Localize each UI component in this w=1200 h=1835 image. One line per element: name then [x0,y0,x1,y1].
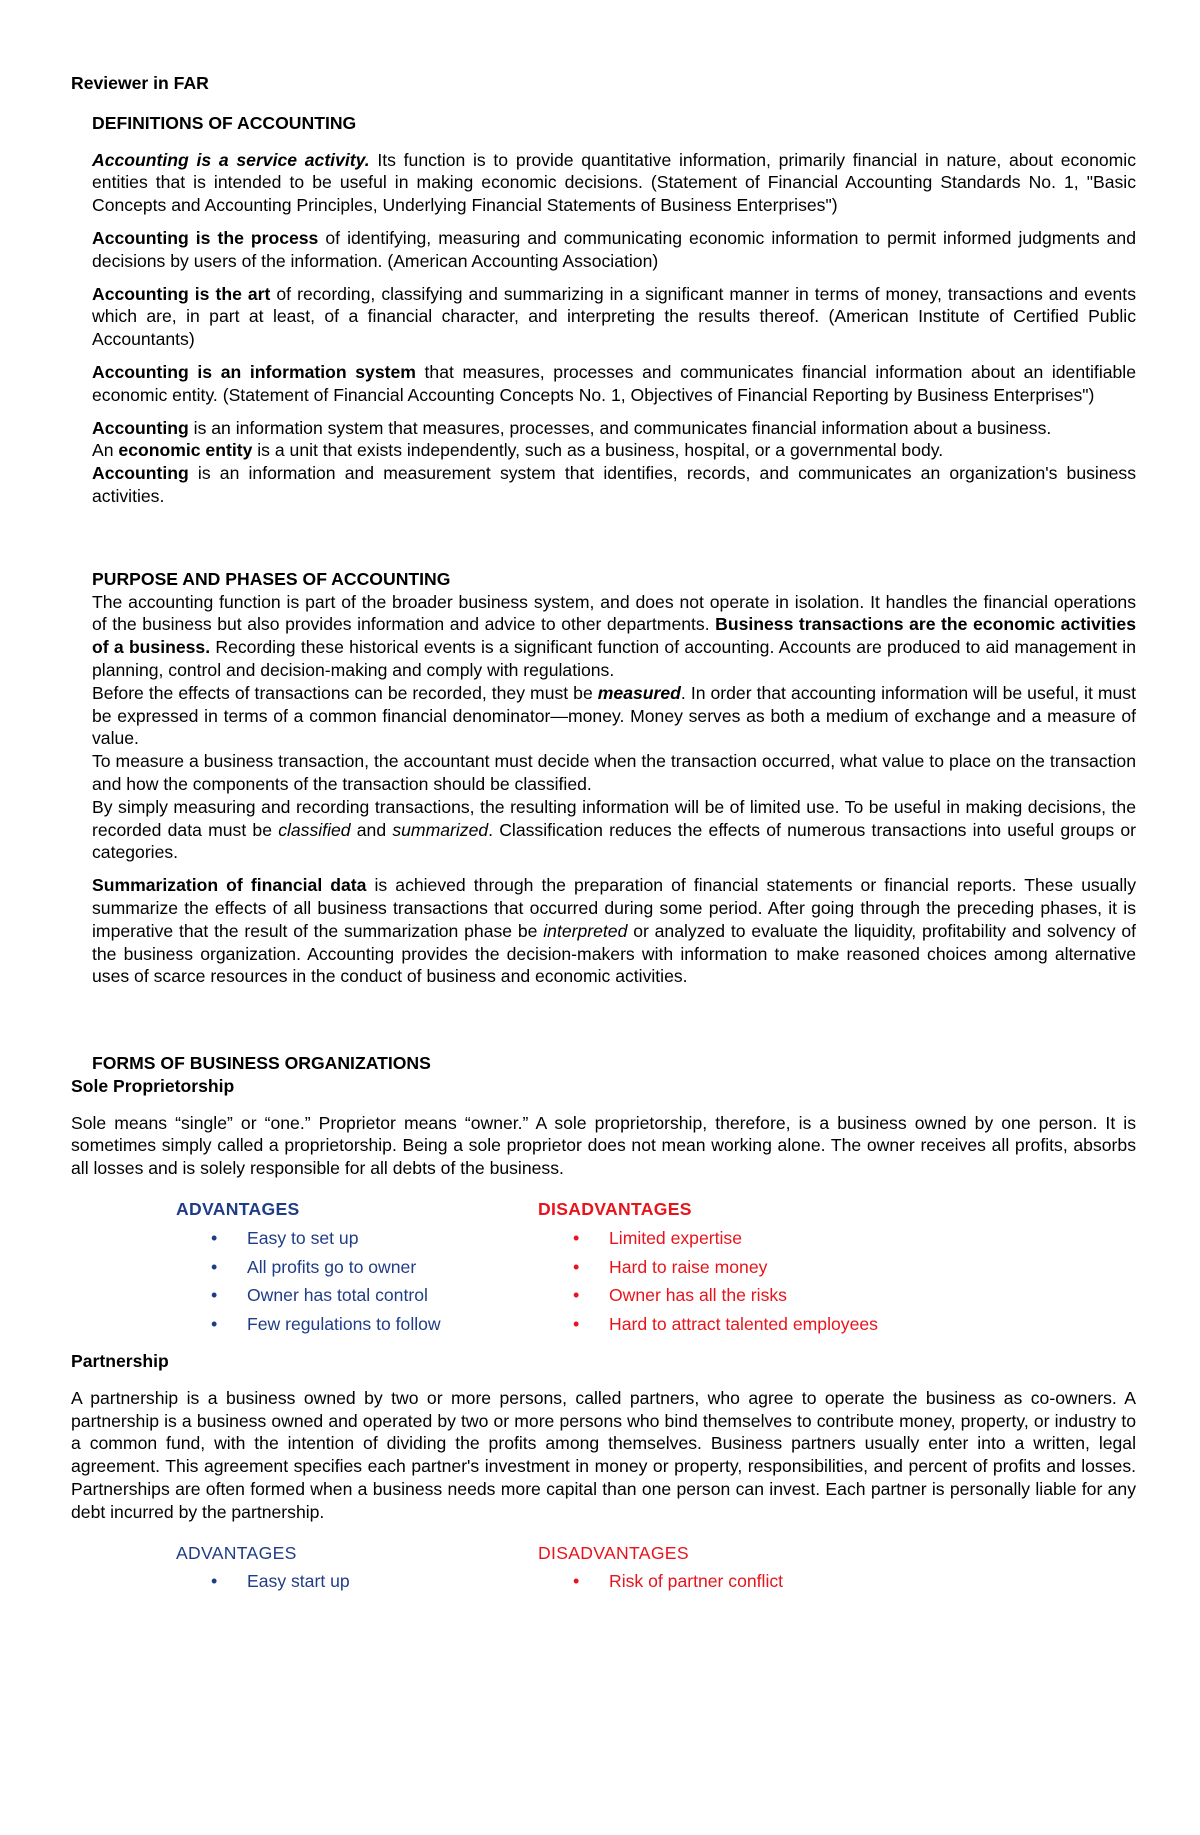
paragraph-emphasis: measured [597,682,681,703]
sole-proprietorship-lists [176,1198,1136,1342]
bullet-icon: • [211,1256,218,1277]
bullet-icon: • [211,1285,218,1306]
definition-paragraph-art [92,283,1136,351]
advantages-column [176,1198,538,1342]
paragraph-text: By simply measuring and recording transactions, the resulting information will be of limited use. To be useful in making decisions, the recorded data must be [92,796,1136,840]
definitions-section [71,112,1136,508]
definition-text: is an information system that measures, processes, and communicates financial information about a business. [188,417,1052,438]
sole-proprietorship-text: Sole means “single” or “one.” Proprietor means “owner.” A sole proprietorship, therefore, is a business owned by one person. It is sometimes simply called a proprietorship. Being a sole proprietor does not mean working alone. The owner receives all profits, absorbs all losses and is solely responsible for all debts of the business. [71,1112,1136,1179]
paragraph-emphasis: Summarization of financial data [92,875,367,896]
disadvantages-label: DISADVANTAGES [538,1542,689,1563]
list-item [538,1570,900,1599]
advantages-list [176,1227,538,1342]
definition-paragraph-information-system [92,361,1136,407]
forms-section [71,1052,1136,1599]
bullet-icon: • [211,1571,218,1592]
list-item-text: Few regulations to follow [247,1314,441,1335]
paragraph-text: The accounting function is part of the broader business system, and does not operate in isolation. It handles the financial operations of the business but also provides information and advice to other departments. [92,591,1136,635]
disadvantages-list [538,1570,900,1599]
forms-heading: FORMS OF BUSINESS ORGANIZATIONS [92,1053,431,1074]
purpose-paragraph-measured [92,682,1136,750]
list-item-text: Risk of partner conflict [609,1571,784,1592]
disadvantages-label: DISADVANTAGES [538,1199,692,1220]
list-item [176,1313,538,1342]
bullet-icon: • [573,1314,580,1335]
definition-paragraph-measurement-system [92,462,1136,508]
definition-lead: Accounting [92,463,189,484]
list-item-text: Limited expertise [609,1227,742,1248]
definition-paragraph-economic-entity [92,439,1136,462]
list-item [538,1313,900,1342]
disadvantages-column [538,1542,900,1600]
list-item-text: All profits go to owner [247,1256,417,1277]
document-title: Reviewer in FAR [71,73,209,93]
list-item [176,1227,538,1256]
purpose-paragraph-classification [92,796,1136,864]
disadvantages-list [538,1227,900,1342]
definition-paragraph-process [92,227,1136,273]
bullet-icon: • [573,1227,580,1248]
list-item-text: Owner has total control [247,1285,428,1306]
definition-text: Its function is to provide quantitative information, primarily financial in nature, about economic entities that is intended to be useful in making economic decisions. (Statement of Financial Accounting Standards No. 1, "Basic Concepts and Accounting Principles, Underlying Financial Statements of Business Enterprises") [92,149,1137,216]
partnership-lists [176,1542,1136,1600]
partnership-title: Partnership [71,1351,169,1372]
paragraph-text: or analyzed to evaluate the liquidity, profitability and solvency of the business organization. Accounting provides the decision-makers with information to make reasoned choices among alternative uses of scarce resources in the conduct of business and economic activities. [92,920,1136,987]
definition-lead: economic entity [118,440,253,461]
paragraph-emphasis: classified [278,819,351,840]
list-item-text: Easy start up [247,1571,350,1592]
list-item [176,1570,538,1599]
advantages-list [176,1570,538,1599]
bullet-icon: • [211,1227,218,1248]
purpose-heading: PURPOSE AND PHASES OF ACCOUNTING [92,568,451,589]
definition-text: is an information and measurement system that identifies, records, and communicates an organization's business activities. [92,463,1136,506]
definition-text: of recording, classifying and summarizing in a significant manner in terms of money, transactions and events which are, in part at least, of a financial character, and interpreting the results thereof. (American Institute of Certified Public Accountants) [92,283,1136,350]
purpose-paragraph-summarization [92,874,1136,988]
definition-lead: Accounting is an information system [92,361,416,382]
bullet-icon: • [573,1571,580,1592]
paragraph-text: Recording these historical events is a significant function of accounting. Accounts are produced to aid management in planning, control and decision-making and comply with regulations. [92,637,1137,680]
advantages-column [176,1542,538,1600]
disadvantages-column [538,1198,900,1342]
paragraph-text: is achieved through the preparation of financial statements or financial reports. These usually summarize the effects of all business transactions that occurred during some period. After going through the preceding phases, it is imperative that the result of the summarization phase be [92,875,1136,941]
list-item [176,1284,538,1313]
paragraph-text: . Classification reduces the effects of numerous transactions into useful groups or categories. [92,819,1136,863]
list-item [538,1284,900,1313]
purpose-paragraph-function [92,591,1136,682]
purpose-section [71,568,1136,988]
paragraph-text: Before the effects of transactions can be recorded, they must be [92,682,598,703]
definitions-heading: DEFINITIONS OF ACCOUNTING [92,112,357,133]
advantages-label: ADVANTAGES [176,1542,297,1563]
definition-lead: Accounting [92,417,189,438]
definition-paragraph-accounting [92,417,1136,440]
definition-text: of identifying, measuring and communicating economic information to permit informed judgments and decisions by users of the information. (American Accounting Association) [92,227,1137,271]
list-item-text: Owner has all the risks [609,1285,787,1306]
definition-text: is a unit that exists independently, such as a business, hospital, or a governmental body. [252,440,944,461]
definition-lead: Accounting is the process [92,227,319,248]
partnership-text: A partnership is a business owned by two or more persons, called partners, who agree to operate the business as co-owners. A partnership is a business owned and operated by two or more persons who bind themselves to contribute money, property, or industry to a common fund, with the intention of dividing the profits among themselves. Business partners usually enter into a written, legal agreement. This agreement specifies each partner's investment in money or property, responsibilities, and percent of profits and losses. Partnerships are often formed when a business needs more capital than one person can invest. Each partner is personally liable for any debt incurred by the partnership. [71,1387,1136,1522]
definition-lead: Accounting is the art [92,283,271,304]
list-item-text: Hard to raise money [609,1256,768,1277]
definition-lead: Accounting is a service activity. [92,149,370,170]
paragraph-emphasis: Business transactions are the economic activities of a business. [92,614,1136,658]
paragraph-text: . In order that accounting information will be useful, it must be expressed in terms of a common financial denominator—money. Money serves as both a medium of exchange and a measure of value. [92,682,1136,749]
definition-prefix: An [92,440,119,461]
sole-proprietorship-title: Sole Proprietorship [71,1075,235,1096]
definition-paragraph-service [92,149,1136,217]
list-item-text: Hard to attract talented employees [609,1314,878,1335]
paragraph-emphasis: interpreted [543,920,628,941]
definition-text: that measures, processes and communicates financial information about an identifiable economic entity. (Statement of Financial Accounting Concepts No. 1, Objectives of Financial Reporting by Business Enterprises") [92,361,1136,405]
bullet-icon: • [573,1285,580,1306]
paragraph-text: and [350,819,393,840]
list-item [176,1256,538,1285]
bullet-icon: • [211,1314,218,1335]
list-item-text: Easy to set up [247,1227,359,1248]
bullet-icon: • [573,1256,580,1277]
advantages-label: ADVANTAGES [176,1199,300,1220]
paragraph-emphasis: summarized [392,819,489,840]
list-item [538,1227,900,1256]
purpose-paragraph-measure-transaction: To measure a business transaction, the accountant must decide when the transaction occurred, what value to place on the transaction and how the components of the transaction should be classified. [92,751,1136,794]
list-item [538,1256,900,1285]
